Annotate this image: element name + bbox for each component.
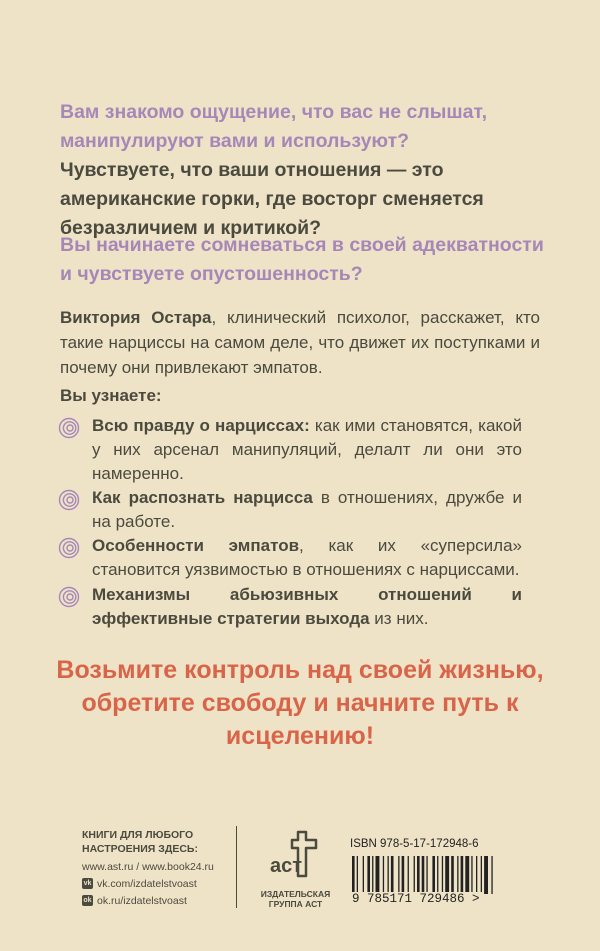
call-to-action: Возьмите контроль над своей жизнью, обретите свободу и начните путь к исцелению! (56, 656, 544, 750)
learn-item-text: в отношениях, дружбе и на работе. (92, 488, 522, 531)
barcode-bar (391, 856, 394, 894)
barcode-bar (426, 856, 427, 894)
barcode-bar (357, 856, 358, 894)
learn-item (92, 414, 522, 486)
barcode-bar (402, 856, 405, 894)
barcode-bar (417, 856, 420, 894)
learn-item (92, 534, 522, 582)
question-2: Чувствуете, что ваши отношения — это американские горки, где восторг сменяется безразличием и критикой? (60, 159, 484, 239)
barcode-bar (352, 856, 355, 894)
barcode-bar (422, 856, 425, 894)
publisher-label-line-1: ИЗДАТЕЛЬСКАЯ (260, 889, 331, 899)
learn-item-text: как ими становятся, какой у них арсенал манипуляций, делалт ли они это намеренно. (92, 416, 522, 483)
barcode-bar (484, 856, 488, 894)
spiral-bullet-icon (58, 586, 80, 608)
vk-icon: vk (83, 880, 92, 887)
learn-item-bold: Механизмы абьюзивных отношений и эффективные стратегии выхода (92, 585, 522, 628)
barcode-bar (442, 856, 443, 894)
ok-icon: ok (83, 897, 92, 904)
learn-item-bold: Всю правду о нарциссах: (92, 416, 310, 435)
barcode-bar (398, 856, 399, 894)
barcode-bar (367, 856, 370, 894)
barcode-digits: 9 785171 729486 > (352, 892, 480, 906)
question-1: Вам знакомо ощущение, что вас не слышат, манипулируют вами и используют? (60, 101, 488, 152)
learn-item (92, 486, 522, 534)
publisher-label-line-2: ГРУППА АСТ (268, 899, 323, 909)
barcode-bar (408, 856, 409, 894)
publisher-logo-icon (262, 828, 330, 888)
barcode-bar (461, 856, 464, 894)
learn-item-text: из них. (369, 609, 429, 628)
spiral-bullet-icon (58, 489, 80, 511)
learn-item-text: , как их «суперсила» становится уязвимостью в отношениях с нарциссами. (92, 536, 522, 579)
footer-label-line-2: НАСТРОЕНИЯ ЗДЕСЬ: (82, 843, 198, 855)
footer-links (82, 858, 214, 909)
publisher-label (258, 889, 333, 909)
barcode-bar (476, 856, 477, 894)
author-intro-text: , клинический психолог, расскажет, кто такие нарциссы на самом деле, что движет их поступками и почему они привлекают эмпатов. (60, 308, 541, 377)
barcode-bar (457, 856, 458, 894)
barcode-bar (437, 856, 438, 894)
barcode-bar (491, 856, 492, 894)
learn-item-bold: Как распознать нарцисса (92, 488, 313, 507)
barcode-bar (465, 856, 469, 894)
barcode-bar (445, 856, 449, 894)
publisher-logo-text: аст (270, 855, 303, 877)
barcode-bar (376, 856, 380, 894)
learn-title: Вы узнаете: (60, 386, 162, 405)
barcode-bar (414, 856, 415, 894)
author-name: Виктория Остара (60, 308, 212, 327)
spiral-bullet-icon (58, 417, 80, 439)
sites-link[interactable]: www.ast.ru / www.book24.ru (82, 860, 214, 873)
learn-item (92, 583, 522, 631)
barcode-bar (372, 856, 373, 894)
author-intro (60, 305, 540, 380)
barcode-bar (363, 856, 364, 894)
footer-divider (236, 826, 237, 908)
spiral-bullet-icon (58, 537, 80, 559)
barcode-bar (383, 856, 384, 894)
barcode-bar (388, 856, 389, 894)
barcode-bar (481, 856, 482, 894)
footer-label (82, 828, 198, 856)
barcode-bar (471, 856, 472, 894)
question-3: Вы начинаете сомневаться в своей адекватности и чувствуете опустошенность? (60, 234, 544, 285)
barcode-bar (432, 856, 435, 894)
vk-link[interactable]: vk.com/izdatelstvoast (97, 877, 197, 890)
learn-item-bold: Особенности эмпатов (92, 536, 300, 555)
barcode-bar (451, 856, 454, 894)
ok-link[interactable]: ok.ru/izdatelstvoast (97, 894, 187, 907)
isbn: ISBN 978-5-17-172948-6 (350, 838, 479, 850)
footer-label-line-1: КНИГИ ДЛЯ ЛЮБОГО (82, 829, 194, 841)
